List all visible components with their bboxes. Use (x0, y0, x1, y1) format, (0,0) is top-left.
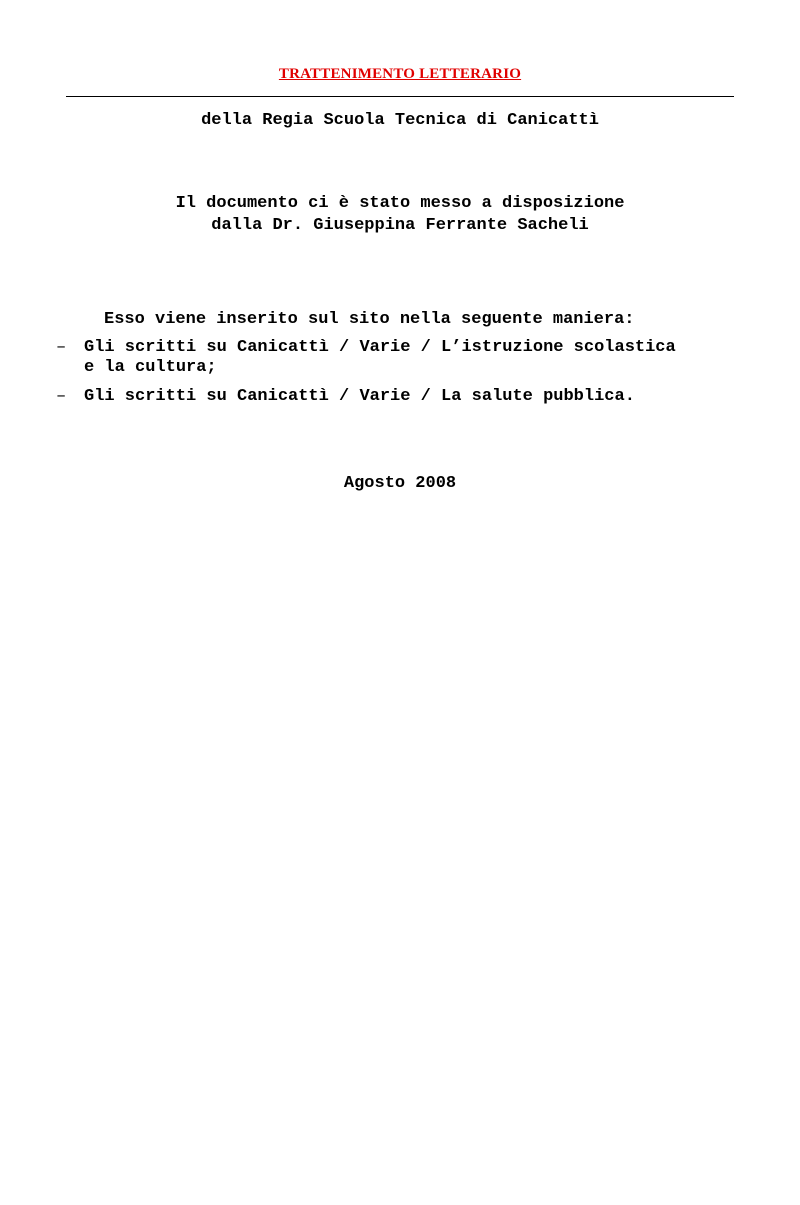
document-date: Agosto 2008 (343, 474, 457, 493)
credit-line-2: dalla Dr. Giuseppina Ferrante Sacheli (211, 216, 589, 235)
list-item (56, 338, 756, 378)
list-item-line-2: e la cultura; (84, 358, 217, 377)
credit-line-1: Il documento ci è stato messo a disposizione (175, 194, 625, 213)
publication-list (56, 338, 756, 416)
title-divider (66, 96, 734, 97)
document-title: TRATTENIMENTO LETTERARIO (278, 66, 522, 82)
list-bullet: – (56, 338, 67, 357)
list-bullet: – (56, 387, 67, 406)
credit-block (0, 193, 800, 237)
document-subtitle: della Regia Scuola Tecnica di Canicattì (201, 111, 599, 130)
list-item (56, 387, 756, 407)
list-item-line-1: Gli scritti su Canicattì / Varie / La salute pubblica. (84, 387, 635, 406)
list-item-line-1: Gli scritti su Canicattì / Varie / L’istruzione scolastica (84, 338, 676, 357)
intro-text: Esso viene inserito sul sito nella seguente maniera: (104, 310, 635, 329)
